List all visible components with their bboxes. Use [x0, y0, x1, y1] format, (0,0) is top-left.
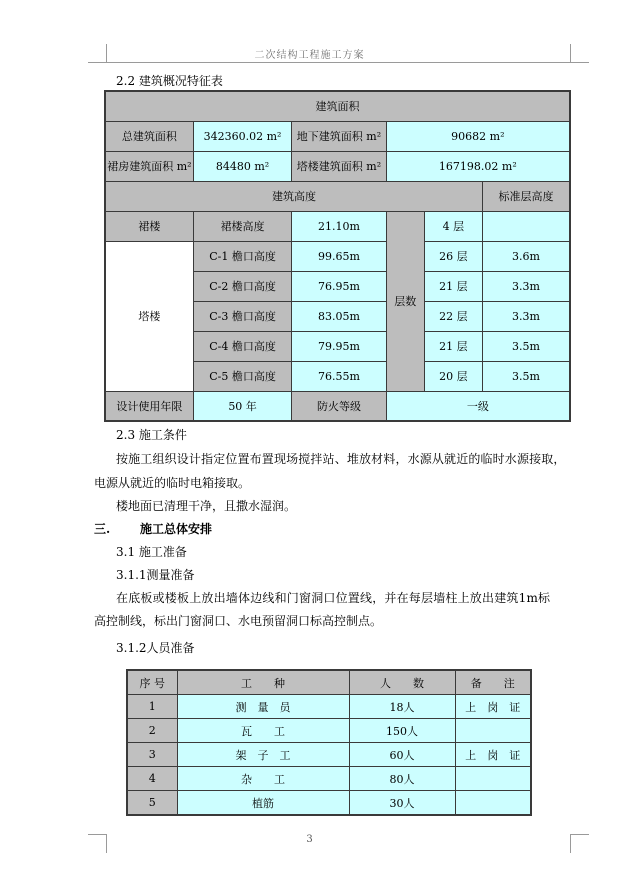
section-heading-3-1: 3.1 施工准备 — [116, 545, 187, 559]
tower-height-label: C-1 檐口高度 — [193, 241, 291, 271]
tower-floors: 20 层 — [424, 361, 482, 391]
tower-std-height: 3.3m — [483, 271, 570, 301]
underground-area-value: 90682 m² — [386, 121, 570, 151]
count-cell: 18人 — [349, 695, 455, 719]
tower-height-label: C-3 檐口高度 — [193, 301, 291, 331]
trade-cell: 瓦 工 — [177, 719, 349, 743]
tower-height-value: 76.95m — [292, 271, 386, 301]
note-cell — [455, 791, 531, 816]
tower-floors: 21 层 — [424, 271, 482, 301]
paragraph-line: 在底板或楼板上放出墙体边线和门窗洞口位置线，并在每层墙柱上放出建筑1m标 — [116, 591, 551, 605]
trade-cell: 植筋 — [177, 791, 349, 816]
trade-cell: 测 量 员 — [177, 695, 349, 719]
row-number: 3 — [127, 743, 177, 767]
count-cell: 30人 — [349, 791, 455, 816]
column-header: 备 注 — [455, 670, 531, 695]
count-cell: 60人 — [349, 743, 455, 767]
tower-std-height: 3.5m — [483, 361, 570, 391]
floors-label: 层数 — [386, 211, 424, 391]
std-floor-height-header: 标准层高度 — [483, 181, 570, 211]
trade-cell: 架 子 工 — [177, 743, 349, 767]
page-number: 3 — [306, 834, 313, 845]
height-header: 建筑高度 — [105, 181, 483, 211]
tower-area-value: 167198.02 m² — [386, 151, 570, 181]
tower-floors: 21 层 — [424, 331, 482, 361]
header-rule — [106, 62, 570, 63]
podium-area-value: 84480 m² — [193, 151, 291, 181]
podium-floors: 4 层 — [424, 211, 482, 241]
tower-height-label: C-4 檐口高度 — [193, 331, 291, 361]
row-number: 4 — [127, 767, 177, 791]
podium-height-value: 21.10m — [292, 211, 386, 241]
count-cell: 150人 — [349, 719, 455, 743]
tower-floors: 26 层 — [424, 241, 482, 271]
paragraph-line: 按施工组织设计指定位置布置现场搅拌站、堆放材料，水源从就近的临时水源接取， — [116, 452, 566, 466]
fire-rating-value: 一级 — [386, 391, 570, 421]
tower-area-label: 塔楼建筑面积 m² — [292, 151, 386, 181]
count-cell: 80人 — [349, 767, 455, 791]
row-number: 5 — [127, 791, 177, 816]
tower-height-label: C-5 檐口高度 — [193, 361, 291, 391]
running-header: 二次结构工程施工方案 — [254, 50, 365, 61]
note-cell — [455, 767, 531, 791]
tower-label: 塔楼 — [105, 241, 193, 391]
paragraph-line: 电源从就近的临时电箱接取。 — [94, 476, 251, 490]
trade-cell: 杂 工 — [177, 767, 349, 791]
section-heading-2-3: 2.3 施工条件 — [116, 428, 187, 442]
note-cell: 上 岗 证 — [455, 743, 531, 767]
podium-label: 裙楼 — [105, 211, 193, 241]
podium-height-label: 裙楼高度 — [193, 211, 291, 241]
design-life-label: 设计使用年限 — [105, 391, 193, 421]
tower-height-value: 79.95m — [292, 331, 386, 361]
tower-std-height: 3.3m — [483, 301, 570, 331]
area-header: 建筑面积 — [105, 91, 570, 121]
chapter-title: 施工总体安排 — [140, 522, 213, 536]
fire-rating-label: 防火等级 — [292, 391, 386, 421]
column-header: 工 种 — [177, 670, 349, 695]
podium-std-height — [483, 211, 570, 241]
paragraph-line: 楼地面已清理干净，且撒水湿润。 — [116, 499, 297, 513]
table-row — [127, 791, 531, 816]
tower-height-value: 99.65m — [292, 241, 386, 271]
section-heading-2-2: 2.2 建筑概况特征表 — [116, 74, 223, 88]
total-area-value: 342360.02 m² — [193, 121, 291, 151]
underground-area-label: 地下建筑面积 m² — [292, 121, 386, 151]
tower-std-height: 3.6m — [483, 241, 570, 271]
table-row — [127, 695, 531, 719]
column-header: 序 号 — [127, 670, 177, 695]
staff-table — [126, 669, 532, 816]
row-number: 2 — [127, 719, 177, 743]
table-row — [127, 719, 531, 743]
row-number: 1 — [127, 695, 177, 719]
podium-area-label: 裙房建筑面积 m² — [105, 151, 193, 181]
total-area-label: 总建筑面积 — [105, 121, 193, 151]
tower-std-height: 3.5m — [483, 331, 570, 361]
tower-height-value: 76.55m — [292, 361, 386, 391]
tower-floors: 22 层 — [424, 301, 482, 331]
design-life-value: 50 年 — [193, 391, 291, 421]
table-row — [127, 767, 531, 791]
tower-height-label: C-2 檐口高度 — [193, 271, 291, 301]
paragraph-line: 高控制线，标出门窗洞口、水电预留洞口标高控制点。 — [94, 614, 383, 628]
column-header: 人 数 — [349, 670, 455, 695]
chapter-number: 三. — [94, 522, 111, 536]
table-row — [127, 743, 531, 767]
section-heading-3-1-2: 3.1.2人员准备 — [116, 641, 195, 655]
note-cell — [455, 719, 531, 743]
tower-height-value: 83.05m — [292, 301, 386, 331]
note-cell: 上 岗 证 — [455, 695, 531, 719]
section-heading-3-1-1: 3.1.1测量准备 — [116, 568, 195, 582]
building-features-table — [104, 90, 571, 422]
